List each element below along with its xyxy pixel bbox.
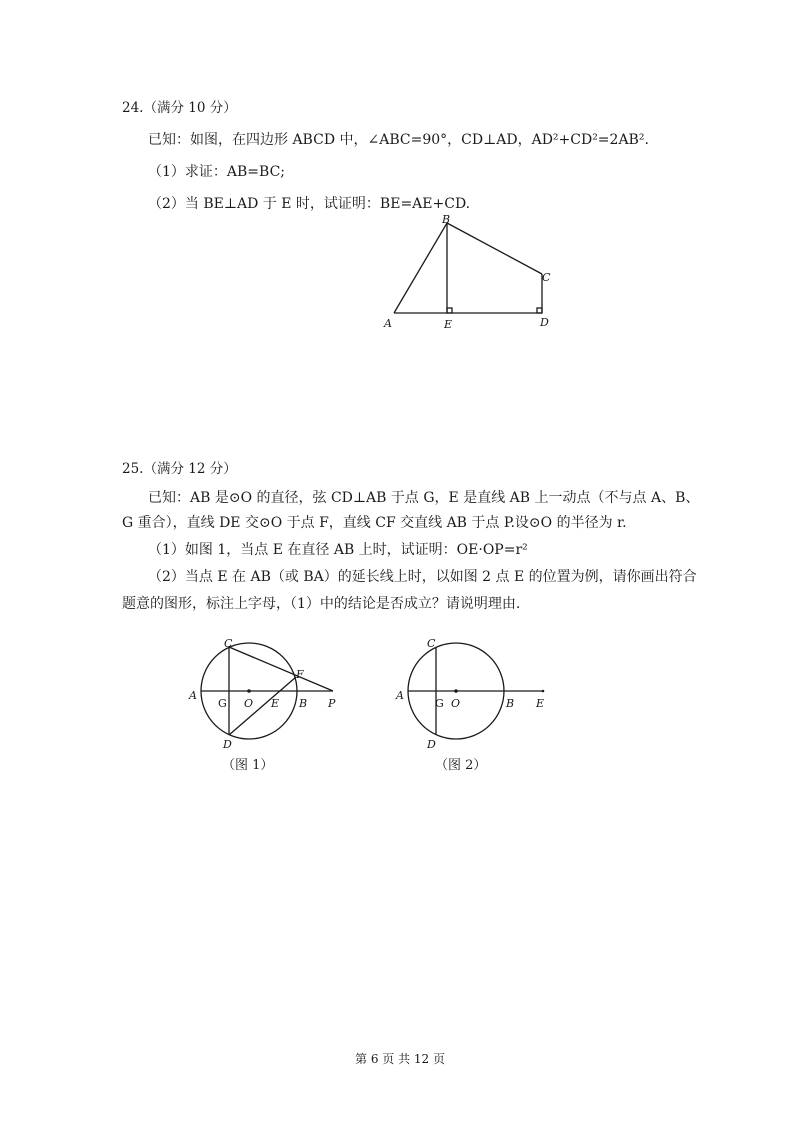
right-angle-e — [447, 308, 452, 313]
label-o: O — [244, 697, 254, 710]
segment-ab — [394, 223, 447, 313]
center-dot — [454, 689, 458, 693]
q24-title: 24.（满分 10 分） — [122, 100, 237, 116]
label-c: C — [542, 271, 551, 284]
label-b: B — [442, 213, 451, 226]
q25-part1: （1）如图 1，当点 E 在直径 AB 上时，试证明：OE·OP=r² — [148, 542, 528, 558]
q25-given-line2: G 重合），直线 DE 交⊙O 于点 F，直线 CF 交直线 AB 于点 P.设⊙O 的半径为 r. — [122, 515, 627, 531]
q25-figure1 — [185, 635, 345, 755]
q24-part2: （2）当 BE⊥AD 于 E 时，试证明：BE=AE+CD. — [148, 196, 471, 212]
label-d: D — [223, 738, 232, 751]
q25-figure2 — [393, 635, 558, 755]
label-d: D — [540, 316, 549, 329]
q24-figure — [380, 212, 560, 342]
right-angle-d — [537, 308, 542, 313]
q25-part2-line1: （2）当点 E 在 AB（或 BA）的延长线上时，以如图 2 点 E 的位置为例，请你画出符合 — [148, 569, 697, 585]
label-a: A — [384, 317, 392, 330]
segment-bc — [447, 223, 542, 274]
label-g: G — [435, 697, 444, 710]
line-cp — [229, 647, 333, 691]
label-a: A — [396, 689, 404, 702]
line-df — [229, 677, 296, 735]
label-a: A — [189, 689, 197, 702]
label-f: F — [296, 668, 304, 681]
point-e — [542, 690, 545, 693]
label-e: E — [271, 697, 280, 710]
label-p: P — [328, 697, 336, 710]
label-e: E — [444, 318, 453, 331]
page-footer: 第 6 页 共 12 页 — [355, 1052, 445, 1066]
q25-title: 25.（满分 12 分） — [122, 461, 237, 477]
q24-given: 已知：如图，在四边形 ABCD 中，∠ABC=90°，CD⊥AD，AD²+CD²=2AB². — [148, 132, 649, 148]
q25-part2-line2: 题意的图形，标注上字母，（1）中的结论是否成立？请说明理由. — [122, 596, 521, 612]
label-o: O — [451, 697, 461, 710]
label-d: D — [427, 738, 436, 751]
q24-part1: （1）求证：AB=BC; — [148, 164, 286, 180]
q25-fig1-caption: （图 1） — [222, 758, 274, 773]
label-g: G — [218, 697, 227, 710]
q25-fig2-caption: （图 2） — [435, 758, 487, 773]
label-b: B — [506, 697, 515, 710]
label-c: C — [427, 637, 436, 650]
label-e: E — [536, 697, 545, 710]
label-c: C — [224, 637, 233, 650]
center-dot — [247, 689, 251, 693]
q25-given-line1: 已知：AB 是⊙O 的直径，弦 CD⊥AB 于点 G，E 是直线 AB 上一动点（不与点 A、B、 — [148, 490, 700, 506]
label-b: B — [299, 697, 308, 710]
